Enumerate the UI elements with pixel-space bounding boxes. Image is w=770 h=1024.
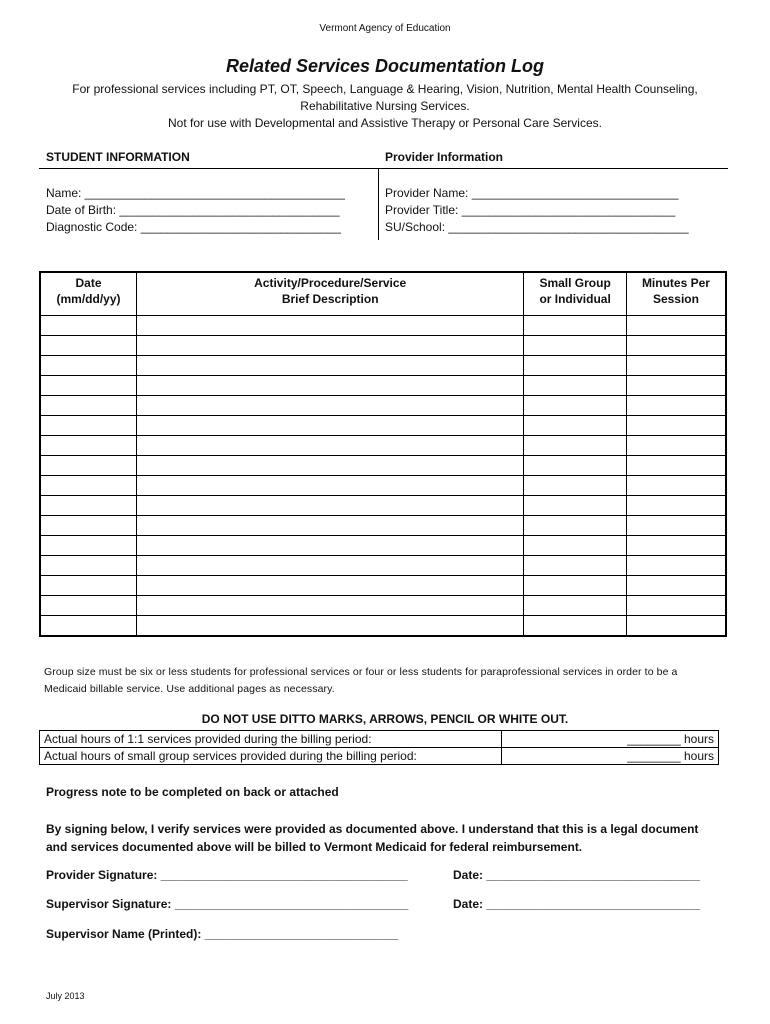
date-cell[interactable] <box>40 556 137 576</box>
minutes-cell[interactable] <box>626 356 726 376</box>
info-divider-vertical <box>378 168 379 240</box>
minutes-cell[interactable] <box>626 456 726 476</box>
group-cell[interactable] <box>524 396 627 416</box>
activity-cell[interactable] <box>137 436 524 456</box>
date-column-header <box>40 272 137 316</box>
minutes-cell[interactable] <box>626 396 726 416</box>
subtitle-line: For professional services including PT, OT, Speech, Language & Hearing, Vision, Nutrition, Mental Health Counseling, <box>72 82 698 96</box>
minutes-column-header <box>626 272 726 316</box>
group-cell[interactable] <box>524 496 627 516</box>
log-table-body <box>40 316 726 637</box>
activity-cell[interactable] <box>137 496 524 516</box>
info-divider-top <box>39 168 728 169</box>
table-row <box>40 396 726 416</box>
header-line: Brief Description <box>281 292 379 306</box>
table-header-row <box>40 272 726 316</box>
group-cell[interactable] <box>524 356 627 376</box>
minutes-cell[interactable] <box>626 376 726 396</box>
activity-cell[interactable] <box>137 596 524 616</box>
activity-cell[interactable] <box>137 556 524 576</box>
group-cell[interactable] <box>524 536 627 556</box>
hours-table <box>39 730 719 765</box>
table-row <box>40 316 726 336</box>
minutes-cell[interactable] <box>626 416 726 436</box>
activity-cell[interactable] <box>137 616 524 637</box>
student-dob-field[interactable]: Date of Birth: _________________________________ <box>46 203 340 217</box>
date-cell[interactable] <box>40 536 137 556</box>
table-row <box>40 576 726 596</box>
table-row <box>40 416 726 436</box>
supervisor-date-field[interactable]: Date: ________________________________ <box>453 897 700 911</box>
date-cell[interactable] <box>40 596 137 616</box>
date-cell[interactable] <box>40 416 137 436</box>
date-cell[interactable] <box>40 336 137 356</box>
activity-cell[interactable] <box>137 536 524 556</box>
hours-small-group-field[interactable]: ________ hours <box>502 748 719 765</box>
provider-signature-field[interactable]: Provider Signature: _____________________________________ <box>46 868 408 882</box>
date-cell[interactable] <box>40 476 137 496</box>
header-line: Session <box>652 292 699 306</box>
verify-line: By signing below, I verify services were provided as documented above. I understand that this is a legal document <box>46 822 699 836</box>
group-column-header <box>524 272 627 316</box>
table-row <box>40 336 726 356</box>
supervisor-name-field[interactable]: Supervisor Name (Printed): _____________________________ <box>46 927 399 941</box>
table-row <box>40 731 719 748</box>
minutes-cell[interactable] <box>626 436 726 456</box>
minutes-cell[interactable] <box>626 316 726 336</box>
table-row <box>40 496 726 516</box>
provider-name-field[interactable]: Provider Name: _______________________________ <box>385 186 679 200</box>
header-line: Date <box>75 276 102 290</box>
group-cell[interactable] <box>524 616 627 637</box>
table-row <box>40 596 726 616</box>
date-cell[interactable] <box>40 316 137 336</box>
hours-label: Actual hours of small group services provided during the billing period: <box>40 748 502 765</box>
minutes-cell[interactable] <box>626 596 726 616</box>
student-diagnostic-field[interactable]: Diagnostic Code: ______________________________ <box>46 220 341 234</box>
table-row <box>40 376 726 396</box>
table-row <box>40 456 726 476</box>
group-cell[interactable] <box>524 376 627 396</box>
date-cell[interactable] <box>40 516 137 536</box>
group-cell[interactable] <box>524 316 627 336</box>
minutes-cell[interactable] <box>626 536 726 556</box>
group-size-note <box>44 664 734 698</box>
date-cell[interactable] <box>40 496 137 516</box>
note-line: Medicaid billable service. Use additional pages as necessary. <box>44 683 335 695</box>
provider-title-field[interactable]: Provider Title: ________________________________ <box>385 203 676 217</box>
group-cell[interactable] <box>524 476 627 496</box>
service-log-table <box>39 271 727 637</box>
verify-line: and services documented above will be billed to Vermont Medicaid for federal reimbursement. <box>46 840 583 854</box>
group-cell[interactable] <box>524 516 627 536</box>
group-cell[interactable] <box>524 576 627 596</box>
header-line: or Individual <box>539 292 611 306</box>
header-line: Minutes Per <box>641 276 710 290</box>
hours-label: Actual hours of 1:1 services provided during the billing period: <box>40 731 502 748</box>
date-cell[interactable] <box>40 576 137 596</box>
group-cell[interactable] <box>524 436 627 456</box>
activity-cell[interactable] <box>137 336 524 356</box>
table-row <box>40 516 726 536</box>
table-row <box>40 536 726 556</box>
header-line: Small Group <box>539 276 611 290</box>
activity-cell[interactable] <box>137 356 524 376</box>
minutes-cell[interactable] <box>626 616 726 637</box>
table-row <box>40 476 726 496</box>
table-row <box>40 356 726 376</box>
activity-cell[interactable] <box>137 316 524 336</box>
minutes-cell[interactable] <box>626 336 726 356</box>
subtitle <box>40 81 730 132</box>
minutes-cell[interactable] <box>626 516 726 536</box>
group-cell[interactable] <box>524 596 627 616</box>
table-row <box>40 436 726 456</box>
student-name-field[interactable]: Name: _______________________________________ <box>46 186 345 200</box>
activity-cell[interactable] <box>137 396 524 416</box>
verification-statement <box>46 820 746 856</box>
date-cell[interactable] <box>40 436 137 456</box>
date-cell[interactable] <box>40 376 137 396</box>
minutes-cell[interactable] <box>626 476 726 496</box>
group-cell[interactable] <box>524 556 627 576</box>
table-row <box>40 616 726 637</box>
activity-cell[interactable] <box>137 476 524 496</box>
group-cell[interactable] <box>524 416 627 436</box>
activity-cell[interactable] <box>137 376 524 396</box>
date-cell[interactable] <box>40 616 137 637</box>
activity-cell[interactable] <box>137 576 524 596</box>
activity-cell[interactable] <box>137 456 524 476</box>
provider-info-heading: Provider Information <box>385 150 504 164</box>
page-title: Related Services Documentation Log <box>225 56 545 76</box>
header-line: Activity/Procedure/Service <box>254 276 407 290</box>
note-line: Group size must be six or less students for professional services or four or less students for paraprofessional services in order to be a <box>44 666 678 678</box>
footer-date: July 2013 <box>46 991 85 1001</box>
table-row <box>40 556 726 576</box>
table-row <box>40 748 719 765</box>
supervisor-signature-field[interactable]: Supervisor Signature: ___________________________________ <box>46 897 409 911</box>
header-line: (mm/dd/yy) <box>56 292 121 306</box>
date-cell[interactable] <box>40 356 137 376</box>
date-cell[interactable] <box>40 456 137 476</box>
provider-date-field[interactable]: Date: ________________________________ <box>453 868 700 882</box>
activity-cell[interactable] <box>137 516 524 536</box>
group-cell[interactable] <box>524 336 627 356</box>
provider-school-field[interactable]: SU/School: ____________________________________ <box>385 220 689 234</box>
activity-column-header <box>137 272 524 316</box>
minutes-cell[interactable] <box>626 576 726 596</box>
date-cell[interactable] <box>40 396 137 416</box>
minutes-cell[interactable] <box>626 496 726 516</box>
agency-name: Vermont Agency of Education <box>319 23 451 34</box>
student-info-heading: STUDENT INFORMATION <box>46 150 190 164</box>
minutes-cell[interactable] <box>626 556 726 576</box>
group-cell[interactable] <box>524 456 627 476</box>
activity-cell[interactable] <box>137 416 524 436</box>
progress-note-text: Progress note to be completed on back or attached <box>46 785 339 799</box>
subtitle-line: Not for use with Developmental and Assistive Therapy or Personal Care Services. <box>168 116 602 130</box>
warning-text: DO NOT USE DITTO MARKS, ARROWS, PENCIL OR WHITE OUT. <box>201 712 569 726</box>
subtitle-line: Rehabilitative Nursing Services. <box>300 99 470 113</box>
hours-one-on-one-field[interactable]: ________ hours <box>502 731 719 748</box>
